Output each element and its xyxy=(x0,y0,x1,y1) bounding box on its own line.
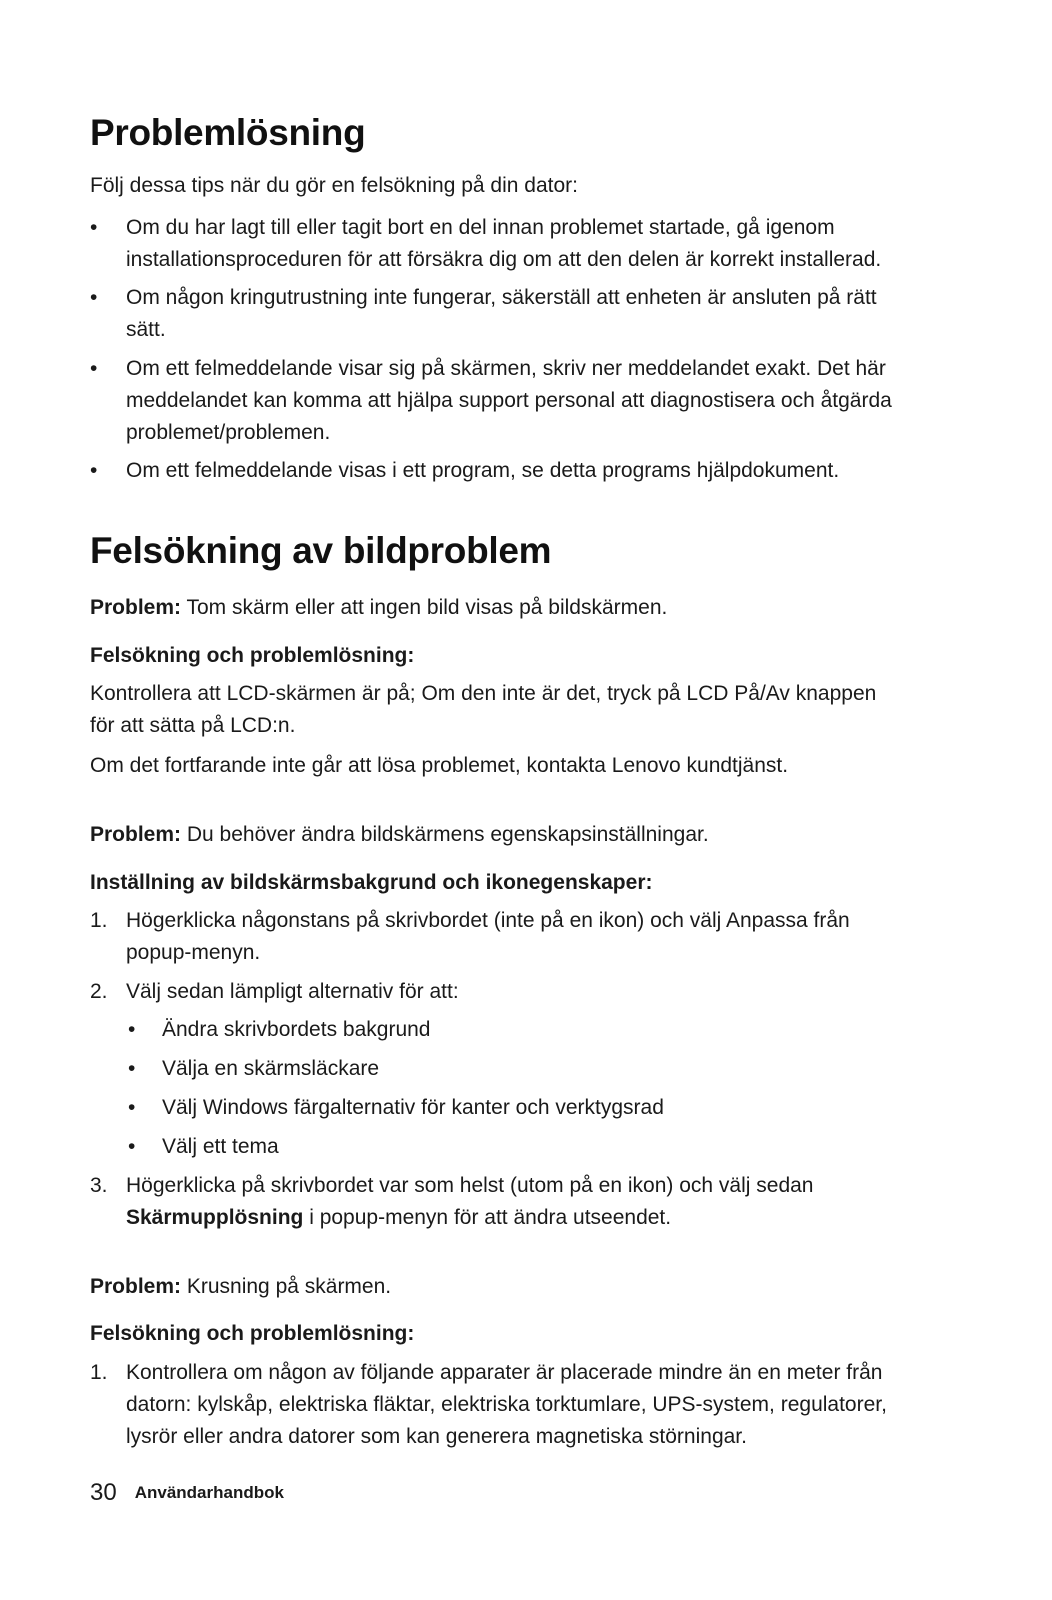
list-item-text: Om ett felmeddelande visar sig på skärmen, skriv ner meddelandet exakt. Det här meddelandet kan komma att hjälpa support personal att diagnostisera och åtgärda problemet/problemen. xyxy=(126,357,892,444)
problem-label: Problem: xyxy=(90,823,182,846)
sub-list-item-text: Välj ett tema xyxy=(162,1135,279,1158)
sub-list-item xyxy=(126,1053,926,1085)
bullet-mark: • xyxy=(128,1096,136,1119)
list-item xyxy=(90,1357,970,1453)
problem-text: Krusning på skärmen. xyxy=(181,1275,392,1298)
emphasis-skarmupplosning: Skärmupplösning xyxy=(126,1206,304,1229)
sub-list-item xyxy=(126,1092,926,1124)
step-text-part: i popup-menyn för att ändra utseendet. xyxy=(303,1206,672,1229)
list-item-text: Välj sedan lämpligt alternativ för att: xyxy=(126,980,459,1003)
list-item xyxy=(90,905,970,969)
solution-heading: Felsökning och problemlösning: xyxy=(90,644,415,667)
list-item xyxy=(90,282,970,346)
list-item xyxy=(90,353,970,449)
page-number: 30 xyxy=(90,1479,117,1506)
bullet-mark: • xyxy=(90,459,98,482)
list-item-text: Om någon kringutrustning inte fungerar, säkerställ att enheten är ansluten på rätt sätt. xyxy=(126,286,877,341)
solution-paragraph: Om det fortfarande inte går att lösa problemet, kontakta Lenovo kundtjänst. xyxy=(90,754,789,777)
bullet-mark: • xyxy=(128,1057,136,1080)
bullet-mark: • xyxy=(128,1135,136,1158)
bullet-mark: • xyxy=(90,286,98,309)
problem-label: Problem: xyxy=(90,1275,182,1298)
list-item xyxy=(90,455,970,487)
section-title-display-problems: Felsökning av bildproblem xyxy=(90,530,552,571)
step-number: 3. xyxy=(90,1174,108,1197)
sub-list-item xyxy=(126,1014,926,1046)
problem-statement xyxy=(90,1271,391,1303)
list-item-text: Högerklicka någonstans på skrivbordet (inte på en ikon) och välj Anpassa från popup-menyn. xyxy=(126,909,850,964)
bullet-mark: • xyxy=(90,216,98,239)
solution-heading: Felsökning och problemlösning: xyxy=(90,1322,415,1345)
intro-text: Följ dessa tips när du gör en felsökning på din dator: xyxy=(90,174,578,197)
list-item xyxy=(90,1170,970,1234)
sub-list-item-text: Välja en skärmsläckare xyxy=(162,1057,380,1080)
step-number: 1. xyxy=(90,1361,108,1384)
list-item-text: Om du har lagt till eller tagit bort en del innan problemet startade, gå igenom installationsproceduren för att försäkra dig om att den delen är korrekt installerad. xyxy=(126,216,882,271)
solution-paragraph: Kontrollera att LCD-skärmen är på; Om den inte är det, tryck på LCD På/Av knappen för att sätta på LCD:n. xyxy=(90,682,877,737)
problem-statement xyxy=(90,819,709,851)
step-text-part: Högerklicka på skrivbordet var som helst (utom på en ikon) och välj sedan xyxy=(126,1174,814,1197)
book-title: Användarhandbok xyxy=(134,1483,284,1502)
problem-text: Du behöver ändra bildskärmens egenskapsinställningar. xyxy=(181,823,709,846)
list-item xyxy=(90,976,970,1008)
solution-heading: Inställning av bildskärmsbakgrund och ikonegenskaper: xyxy=(90,871,653,894)
list-item-text xyxy=(126,1170,916,1234)
step-number: 2. xyxy=(90,980,108,1003)
problem-label: Problem: xyxy=(90,596,182,619)
problem-text: Tom skärm eller att ingen bild visas på bildskärmen. xyxy=(181,596,668,619)
problem-statement xyxy=(90,592,667,624)
list-item-text: Om ett felmeddelande visas i ett program, se detta programs hjälpdokument. xyxy=(126,459,840,482)
list-item xyxy=(90,212,970,276)
sub-list-item xyxy=(126,1131,926,1163)
sub-list-item-text: Välj Windows färgalternativ för kanter och verktygsrad xyxy=(162,1096,664,1119)
step-number: 1. xyxy=(90,909,108,932)
bullet-mark: • xyxy=(90,357,98,380)
list-item-text: Kontrollera om någon av följande apparater är placerade mindre än en meter från datorn: kylskåp, elektriska fläktar, elektriska torktumlare, UPS-system, regulatorer, lysrör eller andra datorer som kan generera magnetiska störningar. xyxy=(126,1361,887,1448)
page-footer xyxy=(90,1479,284,1507)
section-title-troubleshooting: Problemlösning xyxy=(90,112,366,153)
bullet-mark: • xyxy=(128,1018,136,1041)
sub-list-item-text: Ändra skrivbordets bakgrund xyxy=(162,1018,431,1041)
